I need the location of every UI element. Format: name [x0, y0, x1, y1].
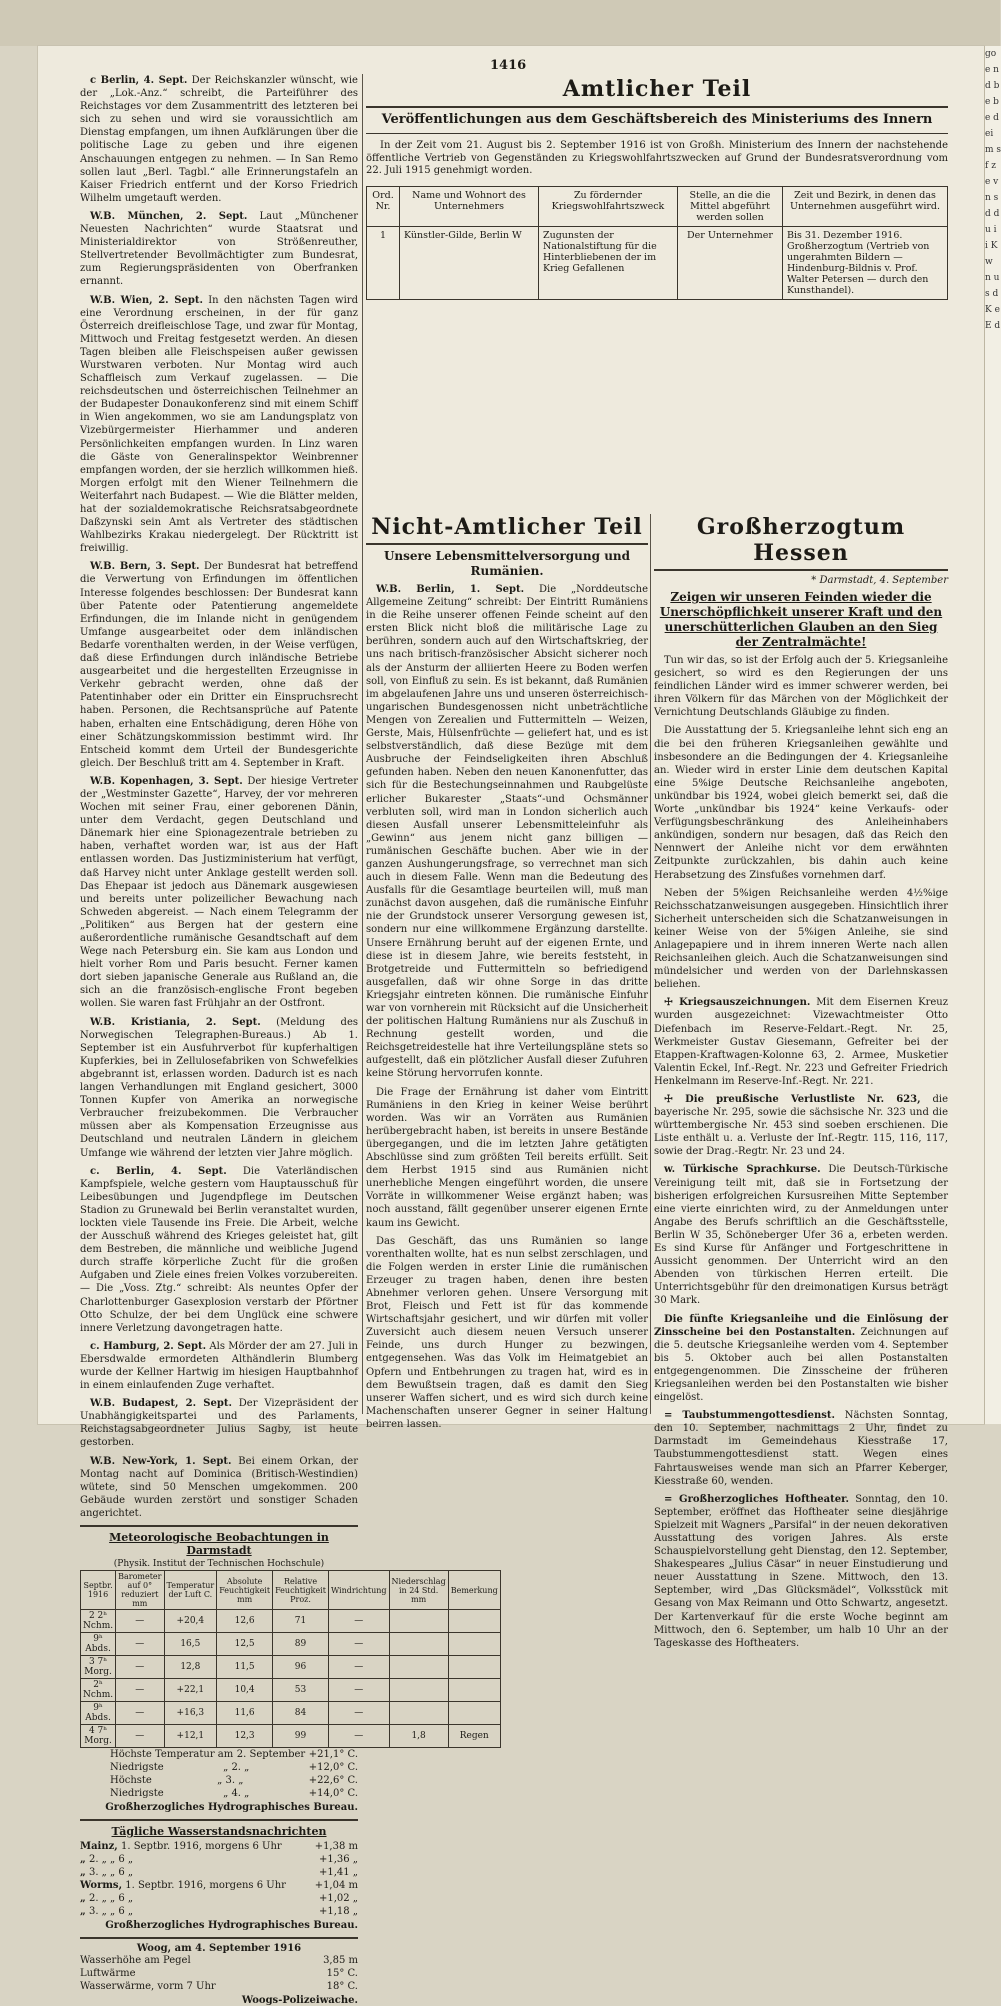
table-cell: 11,5 [217, 1656, 273, 1679]
news-item [80, 210, 358, 289]
news-item [654, 1493, 948, 1650]
news-text: Die Frage der Ernährung ist daher vom Eintritt Rumäniens in den Krieg in keiner Weise berührt worden. Was wir an Vorräten aus Rumänien herübergebracht haben, ist bereits in unsere Bestände übergegangen, und die im letzten Jahre getätigten Abschlüsse sind zum größten Teil bereits erfüllt. Seit dem Herbst 1915 sind aus Rumänien nicht unerhebliche Mengen eingeführt worden, die unsere Vorräte in willkommener Weise ergänzt haben; was noch ausstand, fällt gegenüber unserer eigenen Ernte kaum ins Gewicht. [366, 1086, 648, 1229]
news-text: Die Ausstattung der 5. Kriegsanleihe lehnt sich eng an die bei den früheren Kriegsanleihen gewählte und insbesondere an die Bedingungen der 4. Kriegsanleihe an. Wieder wird in erster Linie dem deutschen Kapital eine 5%ige Deutsche Reichsanleihe angeboten, unkündbar bis 1924, wobei gleich bemerkt sei, daß die Worte „unkündbar bis 1924“ keine Verkaufs- oder Verfügungsbeschränkung des Anleiheinhabers ankündigen, sondern nur besagen, daß das Reich den Nennwert der Anleihe nicht vor dem erwähnten Zeitpunkte zurückzahlen, bis dahin auch keine Herabsetzung des Zinsfußes vornehmen darf. [654, 725, 948, 881]
table-row [81, 1610, 501, 1633]
news-dateline: Die fünfte Kriegsanleihe und die Einlösung der Zinsscheine bei den Postanstalten. [654, 1313, 948, 1338]
woog-title: Woog, am 4. September 1916 [136, 1943, 302, 1955]
right-column [654, 514, 949, 1649]
woog-label: Wasserhöhe am Pegel [80, 1955, 191, 1967]
news-item [80, 1397, 358, 1449]
divider [80, 1819, 358, 1821]
article-headline: Unsere Lebensmittelversorgung und Rumänien. [383, 549, 631, 578]
official-table [366, 186, 948, 300]
woog-value: 18° C. [326, 1981, 358, 1993]
meteo-table [80, 1570, 501, 1748]
table-cell: 10,4 [217, 1679, 273, 1702]
news-text: Nächsten Sonntag, den 10. September, nachmittags 2 Uhr, findet zu Darmstadt im Gemeindehaus Kiesstraße 17, Taubstummengottesdienst statt. Wegen eines Fahrtausweises wende man sich an Pfarrer Keberger, Kiesstraße 60, wenden. [654, 1410, 949, 1487]
temp-row [110, 1748, 358, 1761]
news-item [366, 1235, 648, 1431]
water-value: +1,04 m [314, 1880, 358, 1892]
meteo-signature: Großherzogliches Hydrographisches Bureau. [105, 1802, 358, 1814]
woog-value: 3,85 m [323, 1955, 358, 1967]
official-subtitle: Veröffentlichungen aus dem Geschäftsbereich des Ministeriums des Innern [381, 112, 933, 127]
water-row [80, 1892, 358, 1905]
column-header: Bemerkung [448, 1571, 500, 1610]
table-cell: +22,1 [164, 1679, 217, 1702]
water-levels [80, 1840, 358, 1918]
water-value: +1,41 „ [318, 1867, 358, 1879]
appeal-headline: Zeigen wir unseren Feinden wieder die Unerschöpflichkeit unserer Kraft und den unerschütterlichen Glauben an den Sieg der Zentralmächte! [659, 590, 943, 649]
news-text: Sonntag, den 10. September, eröffnet das Hoftheater seine diesjährige Spielzeit mit Wagners „Parsifal“ in der neuen dekorativen Ausstattung des vorigen Jahres. Als erste Schauspielvorstellung geht Dienstag, den 12. September, Shakespeares „Julius Cäsar“ in neuer Einstudierung und neuer Ausstattung in Szene. Mittwoch, den 13. September, wird „Das Glücksmädel“, Volksstück mit Gesang von Max Reimann und Otto Schwartz, angesetzt. Der Kartenverkauf für die erste Woche beginnt am Mittwoch, den 6. September, um halb 10 Uhr an der Tageskasse des Hoftheaters. [654, 1493, 948, 1649]
temp-row [110, 1761, 358, 1774]
news-text: Das Geschäft, das uns Rumänien so lange vorenthalten wollte, hat es nun selbst zerschlagen, und die Folgen werden in erster Linie die rumänischen Erzeuger zu tragen haben, denen ihre besten Abnehmer verloren gehen. Unsere Versorgung mit Brot, Fleisch und Fett ist für das kommende Wirtschaftsjahr gesichert, und wir dürfen mit voller Zuversicht auch diesem neuen Versuch unserer Feinde, uns durch Hunger zu bezwingen, entgegensehen. Was das Volk im Heimatgebiet an Opfern und Entbehrungen zu tragen hat, wird es in dem Bewußtsein tragen, daß es damit den Sieg unserer Waffen sichert, und es wird sich durch keine Machenschaften unserer Gegner in seiner Haltung beirren lassen. [366, 1235, 648, 1430]
column-header: Relative Feuchtigkeit Proz. [273, 1571, 329, 1610]
dateline: * Darmstadt, 4. September [811, 575, 948, 586]
table-cell: 71 [273, 1610, 329, 1633]
column-header: Zeit und Bezirk, in denen das Unternehmen ausgeführt wird. [783, 186, 948, 226]
news-list [80, 74, 358, 1520]
woog-label: Wasserwärme, vorm 7 Uhr [80, 1981, 216, 1993]
news-dateline: ☩ Kriegsauszeichnungen. [664, 997, 811, 1009]
table-cell: — [116, 1633, 164, 1656]
news-dateline: = Großherzogliches Hoftheater. [664, 1493, 849, 1505]
news-text: Die Vaterländischen Kampfspiele, welche gestern vom Hauptausschuß für Leibesübungen und Jugendpflege im Deutschen Stadion zu Grunewald bei Berlin veranstaltet wurden, lockten viele Tausende ins Freie. Die Arbeit, welche der Ausschuß während des Krieges geleistet hat, gilt dem Bestreben, die männliche und weibliche Jugend durch straffe körperliche Zucht für die großen Aufgaben und Ziele eines freien Volkes vorzubereiten. — Die „Voss. Ztg.“ schreibt: Als neuntes Opfer der Charlottenburger Gasexplosion verstarb der Pförtner Otto Schulze, der bei dem Unglück eine schwere innere Verletzung davongetragen hatte. [80, 1165, 358, 1334]
cell-zweck: Zugunsten der Nationalstiftung für die Hinterbliebenen der im Krieg Gefallenen [539, 226, 678, 299]
water-row [80, 1840, 358, 1853]
table-cell: 12,5 [217, 1633, 273, 1656]
news-item [80, 1016, 358, 1160]
table-cell: — [116, 1610, 164, 1633]
table-cell: 4 7ʰ Morg. [81, 1725, 116, 1748]
official-intro: In der Zeit vom 21. August bis 2. September 1916 ist von Großh. Ministerium des Innern der nachstehende öffentliche Vertrieb von Gegenständen zu Kriegswohlfahrtszwecken auf Grund der Bundesratsverordnung vom 22. Juli 1915 genehmigt worden. [366, 140, 948, 176]
news-dateline: W.B. Kopenhagen, 3. Sept. [90, 775, 243, 787]
news-text: Als Mörder der am 27. Juli in Ebersdwalde ermordeten Althändlerin Blumberg wurde der Kellner Hartwig im hiesigen Hauptbahnhof in einem einlaufenden Zuge verhaftet. [80, 1340, 358, 1392]
cell-stelle: Der Unternehmer [678, 226, 783, 299]
water-place-name: „ [80, 1854, 86, 1866]
scan-background [0, 0, 1000, 46]
table-cell: 99 [273, 1725, 329, 1748]
column-rule [650, 514, 651, 1414]
news-dateline: W.B. München, 2. Sept. [90, 210, 248, 222]
news-text: Bei einem Orkan, der Montag nacht auf Dominica (Britisch-Westindien) wütete, sind 50 Menschen umgekommen. 200 Gebäude wurden zerstört und sonstiger Schaden angerichtet. [80, 1455, 358, 1519]
water-place [80, 1853, 133, 1866]
woog-row [80, 1954, 358, 1967]
meteo-title: Meteorologische Beobachtungen in Darmstadt [109, 1531, 329, 1558]
news-item [366, 1086, 648, 1230]
news-text: In den nächsten Tagen wird eine Verordnung erscheinen, in der für ganz Österreich dreifleischlose Tage, und zwar für Montag, Mittwoch und Freitag festgesetzt werden. An diesen Tagen bleiben alle Fleischspeisen außer gewissen Wurstwaren verboten. Nur Montag wird auch Schaffleisch zum Verkauf zugelassen. — Die reichsdeutschen und österreichischen Teilnehmer an der Budapester Donaukonferenz sind mit einem Schiff in Wien angekommen, wo sie am Landungsplatz von Vizebürgermeister Hierhammer und anderen Persönlichkeiten empfangen wurden. In Linz waren die Gäste von Generalinspektor Weinbrenner empfangen worden, der sie herzlich willkommen hieß. Morgen erfolgt mit den Wiener Teilnehmern die Weiterfahrt nach Budapest. — Wie die Blätter melden, hat der sozialdemokratische Reichsratsabgeordnete Daßzynski sein Amt als Vertreter des städtischen Wahlbezirks Krakau niedergelegt. Der Rücktritt ist freiwillig. [80, 294, 358, 555]
cell-name: Künstler-Gilde, Berlin W [400, 226, 539, 299]
news-text: Der Reichskanzler wünscht, wie der „Lok.-Anz.“ schreibt, die Parteiführer des Reichstages vor dem Zusammentritt des letzteren bei sich zu sehen und wird sie voraussichtlich am Dienstag empfangen, um ihnen Aufklärungen über die politische Lage zu geben und ihre eigenen Anschauungen entgegen zu nehmen. — In San Remo sollen laut „Berl. Tagbl.“ alle Erinnerungstafeln an Kaiser Friedrich entfernt und der Korso Friedrich Wilhelm umgetauft werden. [80, 75, 358, 204]
news-item [654, 724, 948, 881]
table-cell: +20,4 [164, 1610, 217, 1633]
official-title: Amtlicher Teil [562, 76, 752, 102]
column-header: Temperatur der Luft C. [164, 1571, 217, 1610]
water-title: Tägliche Wasserstandsnachrichten [111, 1825, 327, 1839]
temp-day: „ 4. „ [223, 1788, 250, 1800]
article-body [366, 583, 648, 1431]
news-item [80, 1455, 358, 1520]
woog-value: 15° C. [326, 1968, 358, 1980]
table-cell: — [116, 1725, 164, 1748]
water-place [80, 1879, 286, 1892]
adjacent-page-strip: go e n d b e b e d ei m s f z e v n s d d u i i K w n u s d K e E d [984, 46, 1001, 1424]
table-cell [389, 1679, 448, 1702]
temp-value: +12,0° C. [308, 1762, 358, 1774]
woog-row [80, 1967, 358, 1980]
water-date: 1. Septbr. 1916, morgens 6 Uhr [125, 1880, 286, 1892]
temp-value: +22,6° C. [308, 1775, 358, 1787]
temp-value: +21,1° C. [308, 1749, 358, 1761]
cell-nr: 1 [367, 226, 400, 299]
news-item [654, 996, 948, 1088]
news-dateline: W.B. Wien, 2. Sept. [90, 294, 203, 306]
table-cell: 2ʰ Nchm. [81, 1679, 116, 1702]
news-item [654, 887, 948, 992]
water-place-name: „ [80, 1867, 86, 1879]
temperature-extremes [80, 1748, 358, 1800]
water-row [80, 1853, 358, 1866]
news-text: Der hiesige Vertreter der „Westminster Gazette“, Harvey, der vor mehreren Wochen mit seiner Frau, einer geborenen Dänin, unter dem Verdacht, gegen Deutschland und Dänemark hier eine Spionagezentrale betrieben zu haben, verhaftet worden war, ist aus der Haft entlassen worden. Das Justizministerium hat verfügt, daß Harvey nicht unter Anklage gestellt werden soll. Das Ehepaar ist jedoch aus Dänemark ausgewiesen und bereits unter polizeilicher Bewachung nach Schweden abgereist. — Nach einem Telegramm der „Politiken“ aus Bergen hat der gestern eine außerordentliche rumänische Gesandtschaft auf dem Wege nach Petersburg ein. Sie kam aus London und hielt vorher Rom und Paris besucht. Ferner kamen dort sieben japanische Generale aus Rußland an, die sich an die französisch-englische Front begeben wollen. Sie waren fast Frühjahr an der Ostfront. [80, 775, 358, 1010]
water-date: 3. „ „ 6 „ [88, 1867, 134, 1879]
water-value: +1,38 m [314, 1841, 358, 1853]
water-place-name: Worms, [80, 1880, 123, 1892]
table-cell: — [328, 1633, 389, 1656]
table-cell [389, 1633, 448, 1656]
table-cell: 12,3 [217, 1725, 273, 1748]
table-cell [448, 1633, 500, 1656]
table-cell [448, 1702, 500, 1725]
nonofficial-title: Nicht-Amtlicher Teil [366, 514, 648, 545]
divider [366, 133, 948, 134]
table-cell [389, 1656, 448, 1679]
table-cell: — [328, 1679, 389, 1702]
table-cell: — [116, 1702, 164, 1725]
column-header: Windrichtung [328, 1571, 389, 1610]
page-number: 1416 [490, 58, 527, 73]
table-cell [389, 1702, 448, 1725]
news-item [80, 1165, 358, 1335]
news-text: Tun wir das, so ist der Erfolg auch der 5. Kriegsanleihe gesichert, so wird es den Regierungen der uns feindlichen Länder wird es immer schwerer werden, bei ihren Völkern für das Märchen von der Möglichkeit der Vernichtung Deutschlands Gläubige zu finden. [654, 655, 948, 719]
news-dateline: W.B. Budapest, 2. Sept. [90, 1398, 232, 1410]
table-cell [448, 1656, 500, 1679]
table-cell [389, 1610, 448, 1633]
table-cell: 16,5 [164, 1633, 217, 1656]
news-text: Der Vizepräsident der Unabhängigkeitspartei und des Parlaments, Reichstagsabgeordneter Julius Sagby, ist heute gestorben. [80, 1398, 358, 1449]
news-text: Mit dem Eisernen Kreuz wurden ausgezeichnet: Vizewachtmeister Otto Diefenbach im Reserve-Feldart.-Regt. Nr. 25, Werkmeister Gustav Giesemann, Gefreiter bei der Etappen-Kraftwagen-Kolonne 63, 2. Armee, Musketier Valentin Eckel, Inf.-Regt. Nr. 223 und Gefreiter Friedrich Henkelmann im Reserve-Inf.-Regt. Nr. 221. [654, 997, 948, 1087]
column-header: Stelle, an die die Mittel abgeführt werden sollen [678, 186, 783, 226]
news-text: (Meldung des Norwegischen Telegraphen-Bureaus.) Ab 1. September ist ein Ausfuhrverbot für kupferhaltigen Kupferkies, bei in Zellulosefabriken von Schwefelkies abgebrannt ist, erlassen worden. Dadurch ist es nach langen Verhandlungen mit England gesichert, 3000 Tonnen Kupfer von Amerika an norwegische Verbraucher freizubekommen. Die Verbraucher müssen aber als Kompensation Erzeugnisse aus Deutschland und neutralen Ländern in gleichem Umfange wie während der letzten vier Jahre möglich. [80, 1016, 358, 1159]
temp-row [110, 1774, 358, 1787]
table-row [81, 1679, 501, 1702]
column-header: Barometer auf 0° reduziert mm [116, 1571, 164, 1610]
table-cell: 2 2ʰ Nchm. [81, 1610, 116, 1633]
official-section [366, 74, 948, 494]
water-place [80, 1866, 133, 1879]
woog-signature: Woogs-Polizeiwache. [241, 1995, 358, 2006]
table-cell: — [116, 1656, 164, 1679]
column-rule [362, 74, 363, 1414]
water-date: 3. „ „ 6 „ [88, 1906, 134, 1918]
news-item [654, 1163, 948, 1307]
water-place-name: „ [80, 1906, 86, 1918]
news-item [654, 1409, 948, 1488]
temp-label: Niedrigste [110, 1788, 164, 1800]
news-dateline: c. Berlin, 4. Sept. [90, 1165, 227, 1177]
table-cell: 1,8 [389, 1725, 448, 1748]
news-dateline: c. Hamburg, 2. Sept. [90, 1340, 207, 1352]
news-dateline: W.B. Berlin, 1. Sept. [376, 584, 525, 595]
table-cell: — [116, 1679, 164, 1702]
water-signature: Großherzogliches Hydrographisches Bureau. [105, 1920, 358, 1932]
table-cell [448, 1610, 500, 1633]
temp-label: Höchste [110, 1775, 152, 1787]
news-text: Neben der 5%igen Reichsanleihe werden 4½%ige Reichsschatzanweisungen ausgegeben. Hinsichtlich ihrer Sicherheit unterscheiden sich die Schatzanweisungen in keiner Weise von der 5%igen Anleihe, sie sind Anlagepapiere und in ihrem inneren Werte nach allen Reichsanleihen gleich. Auch die Schatzanweisungen sind mündelsicher und werden von der Darlehnskassen beliehen. [654, 887, 948, 991]
water-value: +1,36 „ [318, 1854, 358, 1866]
divider [80, 1937, 358, 1939]
table-row [81, 1702, 501, 1725]
water-value: +1,02 „ [318, 1893, 358, 1905]
table-cell: — [328, 1702, 389, 1725]
table-cell: — [328, 1610, 389, 1633]
column-header: Ord. Nr. [367, 186, 400, 226]
table-cell: 9ʰ Abds. [81, 1633, 116, 1656]
table-cell: — [328, 1656, 389, 1679]
temp-day: „ 3. „ [217, 1775, 244, 1787]
table-cell: 53 [273, 1679, 329, 1702]
news-item [654, 654, 948, 719]
news-text: Laut „Münchener Neuesten Nachrichten“ wurde Staatsrat und Ministerialdirektor von Strößenreuther, Stellvertretender Bevollmächtigter zum Bundesrat, zum Regierungspräsidenten von Oberfranken ernannt. [80, 210, 358, 288]
water-place-name: „ [80, 1893, 86, 1905]
news-item [80, 294, 358, 556]
temp-value: +14,0° C. [308, 1788, 358, 1800]
news-text: die bayerische Nr. 295, sowie die sächsische Nr. 323 und die württembergische Nr. 453 sind soeben erschienen. Die Liste enthält u. a. Verluste der Inf.-Regtr. 115, 116, 117, sowie der Drag.-Regtr. Nr. 23 und 24. [654, 1094, 948, 1158]
middle-column [366, 514, 648, 1430]
news-dateline: ☩ Die preußische Verlustliste Nr. 623, [664, 1094, 921, 1105]
temp-row [110, 1787, 358, 1800]
table-cell [448, 1679, 500, 1702]
news-text: Der Bundesrat hat betreffend die Verwertung von Erfindungen im öffentlichen Interesse folgendes beschlossen: Der Bundesrat kann über Patente oder Patentierung angemeldete Erfindungen, die im Inlande nicht in genügendem Umfange ausgearbeitet oder dem inländischen Bedarfe vorenthalten werden, in der Weise verfügen, daß diese Erfindungen durch inländische Betriebe ausgearbeitet und die hergestellten Erzeugnisse in Verkehr gebracht werden, ohne daß der Patentinhaber oder ein Dritter ein Einspruchsrecht haben. Personen, die Rechtsansprüche auf Patente haben, erhalten eine Entschädigung, deren Höhe von einer Schätzungskommission bestimmt wird. Ihr Entscheid kommt dem Urteil der Bundesgerichte gleich. Der Beschluß tritt am 4. September in Kraft. [80, 561, 358, 769]
column-header: Septbr. 1916 [81, 1571, 116, 1610]
table-cell: 3 7ʰ Morg. [81, 1656, 116, 1679]
column-header: Absolute Feuchtigkeit mm [217, 1571, 273, 1610]
table-row [367, 226, 948, 299]
news-text: Die „Norddeutsche Allgemeine Zeitung“ schreibt: Der Eintritt Rumäniens in die Reihe unserer offenen Feinde scheint auf den ersten Blick nicht bloß die militärische Lage zu berühren, sondern auch auf den Wirtschaftskrieg, der uns nach britisch-französischer Absicht sicherer noch als der Ansturm der alliierten Heere zu Boden werfen soll, von Einfluß zu sein. Es ist bekannt, daß Rumänien im abgelaufenen Jahre uns und unseren österreichisch-ungarischen Bundesgenossen nicht unbeträchtliche Mengen von Zerealien und Futtermitteln — Weizen, Gerste, Mais, Hülsenfrüchte — geliefert hat, und es ist selbstverständlich, daß diese Bezüge mit dem Ausbruche der Feindseligkeiten ihren Abschluß gefunden haben. Neben den neuen Kanonenfutter, das sich für die Bestechungseinnahmen und Raubgelüste erlicher Bukarester „Staats“-und Ochsmänner verbluten soll, wird man in London sicherlich auch diesen Ausfall unserer Lebensmitteleinfuhr als „Gewinn“ aus jenem nicht ganz billigen — rumänischen Geschäfte buchen. Aber wie in der ganzen Aushungerungsfrage, so verrechnet man sich auch in diesem Falle. Wenn man die Bedeutung des Ausfalls für die Gesamtlage beurteilen will, muß man zunächst davon ausgehen, daß die rumänische Einfuhr nie der Grundstock unserer Versorgung gewesen ist, sondern nur eine willkommene Ergänzung darstellte. Unsere Ernährung beruht auf der eigenen Ernte, und diese ist in diesem Jahre, wie bereits feststeht, in Brotgetreide und Futtermitteln so befriedigend ausgefallen, daß wir ohne Sorge in das dritte Kriegsjahr eintreten können. Die rumänische Einfuhr war von vornherein mit Rücksicht auf die Unsicherheit der politischen Haltung Rumäniens nur als Zuschuß in Rechnung gestellt worden, und die Reichsgetreidestelle hat ihre Verteilungspläne stets so aufgestellt, daß ein plötzlicher Ausfall dieser Zufuhren keine Störung hervorrufen konnte. [366, 584, 648, 1080]
cell-zeit: Bis 31. Dezember 1916. Großherzogtum (Vertrieb von ungerahmten Bildern — Hindenburg-Bildnis v. Prof. Walter Petersen — durch den Kunsthandel). [783, 226, 948, 299]
table-cell: 89 [273, 1633, 329, 1656]
news-item [80, 775, 358, 1011]
water-row [80, 1866, 358, 1879]
news-item [654, 1313, 948, 1405]
table-cell: 9ʰ Abds. [81, 1702, 116, 1725]
woog-label: Luftwärme [80, 1968, 136, 1980]
table-cell: 12,8 [164, 1656, 217, 1679]
news-dateline: W.B. Kristiania, 2. Sept. [90, 1016, 261, 1028]
water-date: 1. Septbr. 1916, morgens 6 Uhr [120, 1841, 282, 1853]
news-dateline: w. Türkische Sprachkurse. [664, 1164, 821, 1176]
news-item [366, 583, 648, 1081]
table-cell: Regen [448, 1725, 500, 1748]
water-row [80, 1905, 358, 1918]
table-cell: +12,1 [164, 1725, 217, 1748]
water-place [80, 1905, 133, 1918]
news-dateline: W.B. New-York, 1. Sept. [90, 1455, 232, 1467]
column-header: Niederschlag in 24 Std. mm [389, 1571, 448, 1610]
column-header: Name und Wohnort des Unternehmers [400, 186, 539, 226]
divider [366, 106, 948, 108]
news-item [80, 74, 358, 205]
news-dateline: W.B. Bern, 3. Sept. [90, 561, 200, 573]
water-date: 2. „ „ 6 „ [88, 1854, 134, 1866]
table-cell: 84 [273, 1702, 329, 1725]
table-row [81, 1725, 501, 1748]
water-place [80, 1840, 282, 1853]
water-date: 2. „ „ 6 „ [88, 1893, 134, 1905]
woog-values [80, 1954, 358, 1993]
news-dateline: c Berlin, 4. Sept. [90, 75, 188, 86]
temp-day: 2. September [236, 1749, 306, 1761]
local-news [654, 654, 948, 1650]
news-item [654, 1093, 948, 1158]
table-cell: 96 [273, 1656, 329, 1679]
news-text: Zeichnungen auf die 5. deutsche Kriegsanleihe werden vom 4. September bis 5. Oktober auch bei allen Postanstalten entgegengenommen. Die Zinsscheine der früheren Kriegsanleihen werden bei den Postanstalten wie bisher eingelöst. [654, 1326, 948, 1404]
news-item [80, 560, 358, 770]
woog-row [80, 1980, 358, 1993]
water-value: +1,18 „ [318, 1906, 358, 1918]
water-row [80, 1879, 358, 1892]
news-text: Die Deutsch-Türkische Vereinigung teilt mit, daß sie in Fortsetzung der bisherigen erfolgreichen Kursusreihen Mitte September eine vierte einrichten wird, zu der Anmeldungen unter Angabe des Berufs schriftlich an die Geschäftsstelle, Berlin W 35, Schöneberger Ufer 36 a, erbeten werden. Es sind Kurse für Anfänger und Fortgeschrittene in Aussicht genommen. Der Unterricht wird an den Abenden von türkischen Herren erteilt. Die Unterrichtsgebühr für den dreimonatigen Kursus beträgt 30 Mark. [654, 1164, 948, 1307]
hessen-title: Großherzogtum Hessen [654, 514, 948, 571]
table-row [81, 1656, 501, 1679]
water-place-name: Mainz, [80, 1841, 118, 1853]
news-item [80, 1340, 358, 1392]
water-place [80, 1892, 133, 1905]
table-cell: — [328, 1725, 389, 1748]
news-dateline: = Taubstummengottesdienst. [664, 1410, 835, 1422]
temp-label: Niedrigste [110, 1762, 164, 1774]
divider [80, 1525, 358, 1527]
meteo-subtitle: (Physik. Institut der Technischen Hochschule) [113, 1559, 325, 1570]
temp-label: Höchste Temperatur am [110, 1749, 234, 1761]
table-cell: 12,6 [217, 1610, 273, 1633]
table-cell: 11,6 [217, 1702, 273, 1725]
temp-day: „ 2. „ [223, 1762, 250, 1774]
column-header: Zu fördernder Kriegswohlfahrtszweck [539, 186, 678, 226]
table-cell: +16,3 [164, 1702, 217, 1725]
table-row [81, 1633, 501, 1656]
